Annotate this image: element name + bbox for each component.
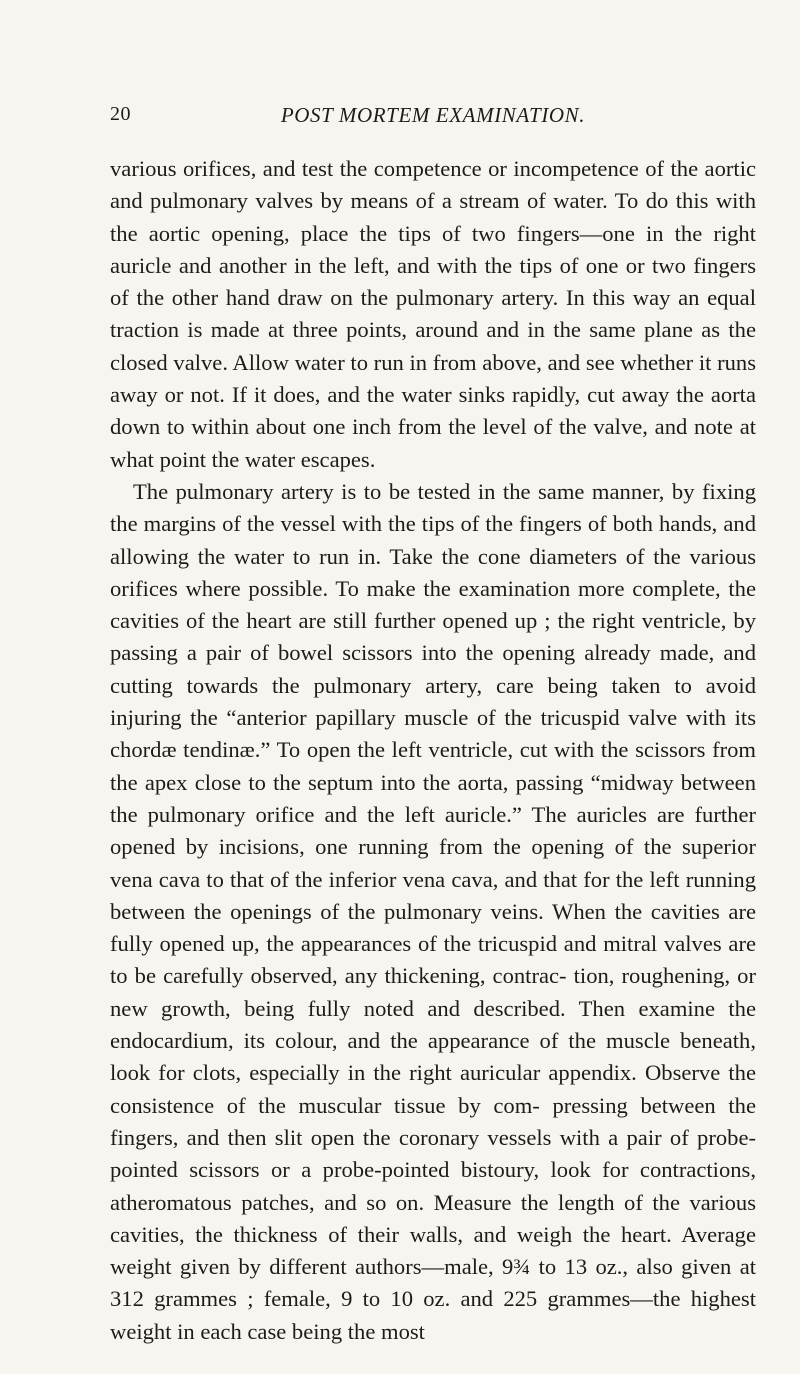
running-head	[110, 103, 756, 133]
page-number: 20	[110, 103, 131, 125]
body-text	[110, 153, 756, 1348]
paragraph-pulmonary-artery: The pulmonary artery is to be tested in the same manner, by fixing the margins of the vessel with the tips of the fingers of both hands, and allowing the water to run in. Take the cone diameters of the various orifices where possible. To make the examination more complete, the cavities of the heart are still further opened up ; the right ventricle, by passing a pair of bowel scissors into the opening already made, and cutting towards the pulmonary artery, care being taken to avoid injuring the “anterior papillary muscle of the tricuspid valve with its chordæ tendinæ.” To open the left ventricle, cut with the scissors from the apex close to the septum into the aorta, passing “midway between the pulmonary orifice and the left auricle.” The auricles are further opened by incisions, one running from the opening of the superior vena cava to that of the inferior vena cava, and that for the left running between the openings of the pulmonary veins. When the cavities are fully opened up, the appearances of the tricuspid and mitral valves are to be carefully observed, any thickening, contrac- tion, roughening, or new growth, being fully noted and described. Then examine the endocardium, its colour, and the appearance of the muscle beneath, look for clots, especially in the right auricular appendix. Observe the consistence of the muscular tissue by com- pressing between the fingers, and then slit open the coronary vessels with a pair of probe-pointed scissors or a probe-pointed bistoury, look for contractions, atheromatous patches, and so on. Measure the length of the various cavities, the thickness of their walls, and weigh the heart. Average weight given by different authors—male, 9¾ to 13 oz., also given at 312 grammes ; female, 9 to 10 oz. and 225 grammes—the highest weight in each case being the most	[110, 478, 756, 1344]
paragraph-continued: various orifices, and test the competence or incompetence of the aortic and pulmonary valves by means of a stream of water. To do this with the aortic opening, place the tips of two fingers—one in the right auricle and another in the left, and with the tips of one or two fingers of the other hand draw on the pulmonary artery. In this way an equal traction is made at three points, around and in the same plane as the closed valve. Allow water to run in from above, and see whether it runs away or not. If it does, and the water sinks rapidly, cut away the aorta down to within about one inch from the level of the valve, and note at what point the water escapes.	[110, 156, 756, 472]
running-title: POST MORTEM EXAMINATION.	[280, 103, 586, 127]
